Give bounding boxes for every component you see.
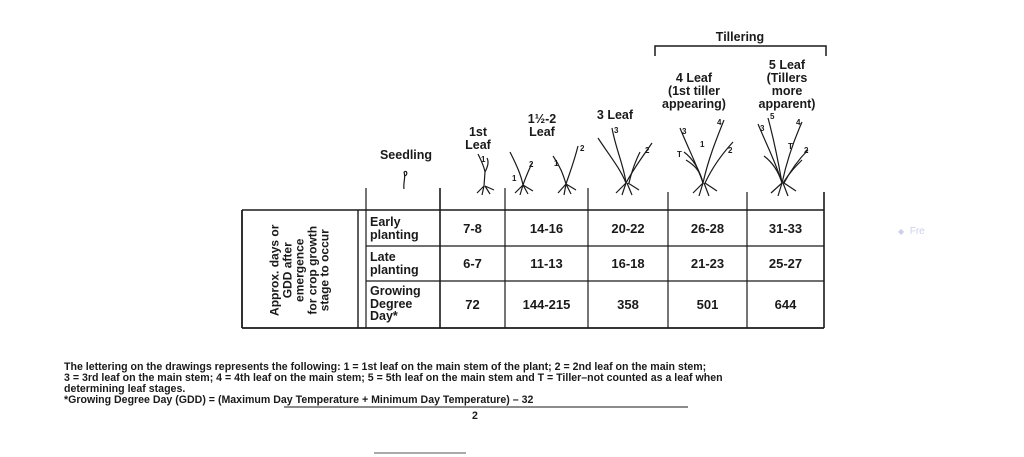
- table-cell: 21-23: [690, 256, 725, 271]
- footnote-line-1: The lettering on the drawings represents the following: 1 = 1st leaf on the main stem of the plant; 2 = 2nd leaf on the main stem;: [64, 361, 707, 373]
- row-label-early-planting: Early planting: [370, 215, 419, 242]
- table-cell: 72: [465, 297, 480, 312]
- row-label-late-planting: Late planting: [370, 250, 419, 277]
- gdd-formula: [64, 395, 533, 407]
- table-cell: 26-28: [690, 220, 725, 236]
- table-cell: 144-215: [522, 297, 571, 312]
- table-cell: 20-22: [611, 220, 645, 236]
- plant-drawing-5-leaf: [758, 118, 808, 196]
- table-cell: 644: [774, 297, 797, 312]
- tillering-bracket: [655, 46, 826, 56]
- faint-text: ◆ Fre: [898, 226, 925, 237]
- footnote-line-2: 3 = 3rd leaf on the main stem; 4 = 4th leaf on the main stem; 5 = 5th leaf on the main stem and T = Tiller–not counted as a leaf when: [64, 372, 723, 384]
- footnote-line-3: determining leaf stages.: [64, 383, 186, 395]
- plant-drawing-3-leaf: [598, 128, 652, 195]
- header-1-5-2-leaf: 1½-2 Leaf: [527, 112, 557, 139]
- side-label: Approx. days or GDD after emergence for crop growth stage to occur: [267, 224, 332, 316]
- header-3-leaf: 3 Leaf: [596, 108, 634, 122]
- gdd-suffix: – 32: [509, 394, 534, 406]
- table-cell: 25-27: [768, 256, 803, 271]
- plant-drawing-1st-leaf: [477, 154, 494, 195]
- header-5-leaf: 5 Leaf (Tillers more apparent): [758, 58, 816, 111]
- header-1st-leaf: 1st Leaf: [465, 125, 491, 152]
- table-cell: 501: [696, 297, 719, 312]
- gdd-denominator: 2: [472, 410, 478, 422]
- table-cell: 358: [617, 297, 639, 312]
- header-seedling: Seedling: [379, 148, 433, 162]
- gdd-numerator: (Maximum Day Temperature + Minimum Day Temperature): [217, 394, 510, 406]
- table-cell: 6-7: [463, 256, 482, 271]
- plant-drawing-4-leaf: [680, 120, 733, 196]
- seedling-drawing: [404, 171, 407, 189]
- header-4-leaf: 4 Leaf (1st tiller appearing): [662, 71, 726, 111]
- table-cell: 11-13: [530, 256, 563, 271]
- gdd-prefix: *Growing Degree Day (GDD) =: [64, 394, 218, 406]
- table-cell: 16-18: [611, 256, 645, 271]
- table-cell: 14-16: [529, 220, 564, 236]
- plant-drawing-1-5-2-leaf: [510, 146, 578, 195]
- table-cell: 7-8: [463, 220, 482, 236]
- tillering-label: Tillering: [715, 30, 765, 44]
- row-label-growing-degree-day: Growing Degree Day*: [370, 284, 421, 323]
- table-cell: 31-33: [768, 220, 803, 236]
